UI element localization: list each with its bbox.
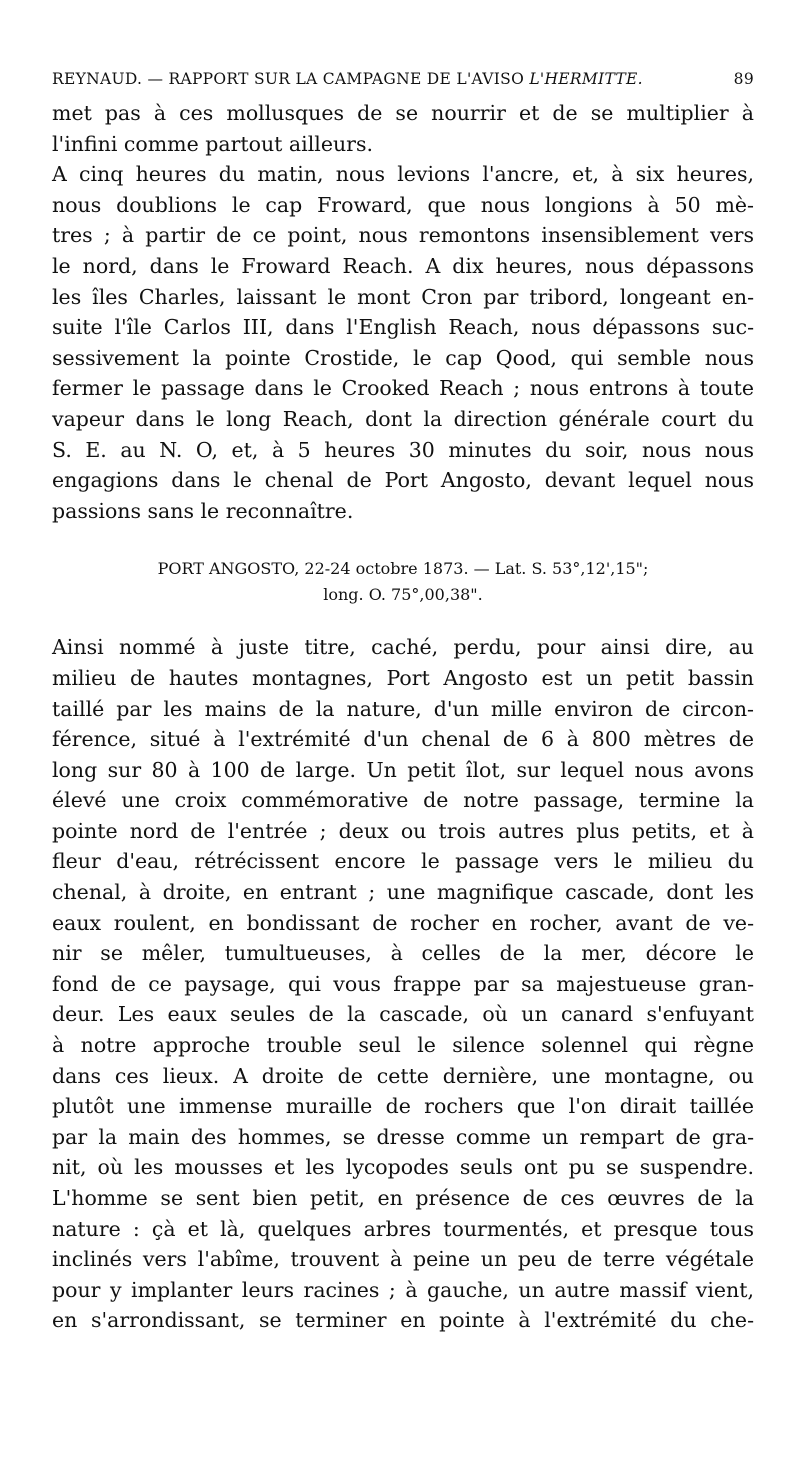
running-head bbox=[52, 70, 754, 88]
text-line: fermer le passage dans le Crooked Reach ; nous entrons à toute bbox=[52, 376, 754, 401]
text-line: nature : çà et là, quelques arbres tourmentés, et presque tous bbox=[52, 1216, 754, 1241]
text-line: engagions dans le chenal de Port Angosto, devant lequel nous bbox=[52, 468, 754, 493]
text-line: S. E. au N. O, et, à 5 heures 30 minutes du soir, nous nous bbox=[52, 437, 754, 462]
text-line: sessivement la pointe Crostide, le cap Qood, qui semble nous bbox=[52, 345, 754, 370]
text-line: eaux roulent, en bondissant de rocher en rocher, avant de ve- bbox=[52, 910, 754, 935]
text-line: fond de ce paysage, qui vous frappe par sa majestueuse gran- bbox=[52, 971, 754, 996]
text-line: les îles Charles, laissant le mont Cron par tribord, longeant en- bbox=[52, 284, 754, 309]
text-line: nous doublions le cap Froward, que nous longions à 50 mè- bbox=[52, 192, 754, 217]
text-line: élevé une croix commémorative de notre passage, termine la bbox=[52, 788, 754, 813]
text-line: chenal, à droite, en entrant ; une magnifique cascade, dont les bbox=[52, 880, 754, 905]
text-line: inclinés vers l'abîme, trouvent à peine un peu de terre végétale bbox=[52, 1247, 754, 1272]
text-line: tres ; à partir de ce point, nous remontons insensiblement vers bbox=[52, 223, 754, 248]
section-heading-line: long. O. 75°,00,38". bbox=[323, 585, 483, 605]
text-line: long sur 80 à 100 de large. Un petit îlot, sur lequel nous avons bbox=[52, 757, 754, 782]
text-line: passions sans le reconnaître. bbox=[52, 498, 354, 523]
text-line: L'homme se sent bien petit, en présence de ces œuvres de la bbox=[52, 1186, 754, 1210]
text-line: pour y implanter leurs racines ; à gauche, un autre massif vient, bbox=[52, 1277, 754, 1302]
text-line: par la main des hommes, se dresse comme un rempart de gra- bbox=[52, 1124, 754, 1149]
text-line: dans ces lieux. A droite de cette dernière, une montagne, ou bbox=[52, 1063, 754, 1088]
section-heading bbox=[52, 556, 754, 608]
running-head-title bbox=[52, 70, 643, 88]
text-line: plutôt une immense muraille de rochers que l'on dirait taillée bbox=[52, 1094, 754, 1119]
text-line: en s'arrondissant, se terminer en pointe à l'extrémité du che- bbox=[52, 1308, 754, 1333]
document-page bbox=[52, 70, 754, 1336]
text-line: nit, où les mousses et les lycopodes seuls ont pu se suspendre. bbox=[52, 1155, 754, 1180]
text-line: pointe nord de l'entrée ; deux ou trois autres plus petits, et à bbox=[52, 818, 754, 843]
text-line: à notre approche trouble seul le silence solennel qui règne bbox=[52, 1033, 754, 1058]
section-heading-line: PORT ANGOSTO, 22-24 octobre 1873. — Lat. S. 53°,12',15"; bbox=[157, 559, 649, 579]
text-line: le nord, dans le Froward Reach. A dix heures, nous dépassons bbox=[52, 253, 754, 278]
text-line: Ainsi nommé à juste titre, caché, perdu, pour ainsi dire, au bbox=[52, 635, 754, 660]
page-number: 89 bbox=[733, 70, 754, 88]
running-head-text: REYNAUD. — RAPPORT SUR LA CAMPAGNE DE L'AVISO bbox=[52, 70, 525, 88]
running-head-ship-name: L'HERMITTE. bbox=[529, 70, 643, 88]
paragraph-port-angosto bbox=[52, 632, 754, 1336]
text-line: fleur d'eau, rétrécissent encore le passage vers le milieu du bbox=[52, 849, 754, 874]
text-line: nir se mêler, tumultueuses, à celles de la mer, décore le bbox=[52, 941, 754, 966]
text-line: vapeur dans le long Reach, dont la direction générale court du bbox=[52, 406, 754, 431]
paragraph-voyage bbox=[52, 159, 754, 526]
text-line: taillé par les mains de la nature, d'un mille environ de circon- bbox=[52, 696, 754, 721]
text-line: milieu de hautes montagnes, Port Angosto est un petit bassin bbox=[52, 665, 754, 690]
text-line: férence, situé à l'extrémité d'un chenal de 6 à 800 mètres de bbox=[52, 727, 754, 752]
text-line: suite l'île Carlos III, dans l'English Reach, nous dépassons suc- bbox=[52, 315, 754, 340]
text-line: met pas à ces mollusques de se nourrir et de se multiplier à bbox=[52, 101, 754, 125]
text-line: l'infini comme partout ailleurs. bbox=[52, 131, 373, 156]
paragraph-continuation bbox=[52, 98, 754, 159]
text-line: A cinq heures du matin, nous levions l'ancre, et, à six heures, bbox=[52, 162, 754, 187]
text-line: deur. Les eaux seules de la cascade, où un canard s'enfuyant bbox=[52, 1002, 754, 1027]
